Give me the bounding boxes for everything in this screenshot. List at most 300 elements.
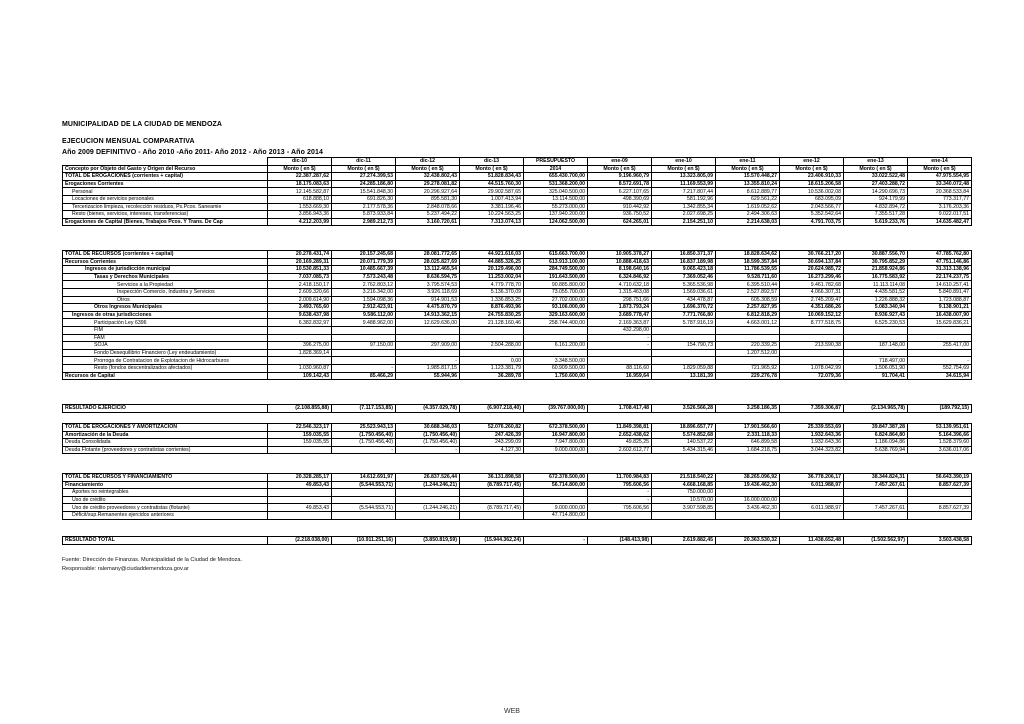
value-cell [396,349,460,357]
table-row [63,180,972,188]
value-cell: 213.590,38 [780,342,844,350]
value-cell [268,489,332,497]
row-label: FAM [63,334,268,342]
value-cell: (4.357.029,78) [396,405,460,413]
table-row [63,357,972,365]
value-cell: 5.638.769,94 [844,446,908,454]
table-row [63,431,972,439]
table-row [63,319,972,327]
unit-header-row [63,165,972,173]
value-cell: 20.157.245,68 [332,251,396,259]
value-cell: 396.275,00 [268,342,332,350]
value-cell: 53.139.951,61 [908,424,972,432]
value-cell: 11.786.539,55 [716,266,780,274]
value-cell [908,496,972,504]
unit-header: Monto ( en $) [588,165,652,173]
value-cell: 1.750.600,00 [524,372,588,380]
value-cell: 60.909.500,00 [524,364,588,372]
value-cell: 44.515.760,30 [460,180,524,188]
value-cell [652,334,716,342]
value-cell: 10.536.002,08 [780,188,844,196]
table-row [63,405,972,413]
value-cell: 3.526.566,28 [652,405,716,413]
unit-header: Monto ( en $) [332,165,396,173]
value-cell: - [396,446,460,454]
value-cell: 36.778.206,17 [780,474,844,482]
table-row [63,349,972,357]
value-cell: 220.339,25 [716,342,780,350]
value-cell: 5.083.340,94 [844,304,908,312]
value-cell: 47.751.146,86 [908,258,972,266]
value-cell: 284.749.500,00 [524,266,588,274]
value-cell: 13.323.805,09 [652,173,716,181]
column-header: ene-11 [716,158,780,166]
row-label: Recursos de Capital [63,372,268,380]
value-cell: 5.873.933,84 [332,211,396,219]
value-cell: 85.466,29 [332,372,396,380]
row-label: RESULTADO TOTAL [63,537,268,545]
row-label: Deuda Flotante (proveedores y contratistas corrientes) [63,446,268,454]
value-cell [716,511,780,519]
value-cell: 16.273.299,46 [780,273,844,281]
value-cell: 11.700.984,83 [588,474,652,482]
value-cell [652,357,716,365]
column-header: ene-14 [908,158,972,166]
value-cell: 3.258.186,35 [716,405,780,413]
value-cell: 646.899,58 [716,439,780,447]
unit-header: Monto ( en $) [780,165,844,173]
value-cell: 243.299,09 [460,439,524,447]
value-cell: (5.544.553,71) [332,481,396,489]
value-cell: 7.457.267,61 [844,504,908,512]
column-header: ene-12 [780,158,844,166]
table-section-resultado-total [62,536,972,545]
row-label: TOTAL DE EROGACIONES Y AMORTIZACION [63,424,268,432]
table-row [63,342,972,350]
value-cell: 15.541.848,30 [332,188,396,196]
value-cell: (2.108.855,88) [268,405,332,413]
value-cell: (2.134.965,78) [844,405,908,413]
value-cell: 187.148,00 [844,342,908,350]
value-cell: 49.853,43 [268,504,332,512]
value-cell: 2.619.882,45 [652,537,716,545]
row-label: Recursos Corrientes [63,258,268,266]
value-cell: 73.055.700,00 [524,288,588,296]
value-cell: 9.065.423,18 [652,266,716,274]
value-cell [268,446,332,454]
table-row [63,266,972,274]
table-row [63,326,972,334]
value-cell: 36.131.898,58 [460,474,524,482]
value-cell: 8.857.627,39 [908,481,972,489]
row-label: Deuda Consolidada [63,439,268,447]
value-cell: 4.832.894,72 [844,203,908,211]
column-header: PRESUPUESTO [524,158,588,166]
value-cell: 24.755.830,25 [460,311,524,319]
value-cell [460,334,524,342]
value-cell: 16.850.371,37 [652,251,716,259]
row-label: TOTAL DE RECURSOS (corrientes + capital) [63,251,268,259]
value-cell [908,511,972,519]
value-cell: 298.751,66 [588,296,652,304]
value-cell: 3.636.017,06 [908,446,972,454]
value-cell: 552.754,69 [908,364,972,372]
value-cell: 14.290.696,73 [844,188,908,196]
table-row [63,311,972,319]
value-cell: 140.537,22 [652,439,716,447]
value-cell: 154.790,73 [652,342,716,350]
value-cell [780,334,844,342]
table-row [63,537,972,545]
value-cell [396,511,460,519]
page-title: MUNICIPALIDAD DE LA CIUDAD DE MENDOZA [62,121,223,128]
value-cell [332,357,396,365]
value-cell: 6.011.988,97 [780,481,844,489]
value-cell: 7.369.052,46 [652,273,716,281]
value-cell: 2.609.320,66 [268,288,332,296]
value-cell [908,334,972,342]
value-cell: 25.523.943,13 [332,424,396,432]
page-label-web: WEB [504,708,520,715]
value-cell: 1.186.094,86 [844,439,908,447]
value-cell: 3.926.118,69 [396,288,460,296]
value-cell: 56.714.800,00 [524,481,588,489]
value-cell: 750.000,00 [652,489,716,497]
value-cell [460,489,524,497]
row-label: RESULTADO EJERCICIO [63,405,268,413]
value-cell: 3.689.778,47 [588,311,652,319]
table-row [63,504,972,512]
column-header: ene-10 [652,158,716,166]
value-cell: 936.750,52 [588,211,652,219]
value-cell: - [588,342,652,350]
value-cell: 581.192,96 [652,195,716,203]
value-cell: (1.244.246,21) [396,504,460,512]
column-header: dic-12 [396,158,460,166]
row-label: Personal [63,188,268,196]
value-cell: 498.390,69 [588,195,652,203]
value-cell: (6.907.218,40) [460,405,524,413]
value-cell: 4.663.001,12 [716,319,780,327]
value-cell [268,496,332,504]
value-cell: 29.902.587,65 [460,188,524,196]
value-cell: 6.161.200,00 [524,342,588,350]
value-cell [332,349,396,357]
value-cell: 795.606,56 [588,504,652,512]
value-cell: 1.342.855,34 [652,203,716,211]
table-row [63,218,972,226]
row-label: Aportes no reintegrables [63,489,268,497]
value-cell: (2.218.038,00) [268,537,332,545]
value-cell [716,326,780,334]
table-section-recursos-financiamiento [62,473,972,520]
value-cell: 5.352.542,64 [780,211,844,219]
value-cell: 14.612.691,97 [332,474,396,482]
concept-column-header: Concepto por Objeto del Gasto y Origen del Recurso [63,165,268,173]
value-cell [460,496,524,504]
value-cell: 1.007.413,94 [460,195,524,203]
value-cell: 20.296.927,64 [396,188,460,196]
value-cell: 28.081.772,65 [396,251,460,259]
value-cell [844,349,908,357]
value-cell: 1.828.369,14 [268,349,332,357]
value-cell: (39.767.000,00) [524,405,588,413]
value-cell: 8.777.518,75 [780,319,844,327]
value-cell: 27.702.000,00 [524,296,588,304]
value-cell [332,326,396,334]
value-cell: 16.000.000,00 [716,496,780,504]
value-cell: 9.022.017,51 [908,211,972,219]
value-cell: 7.573.243,48 [332,273,396,281]
value-cell: 1.932.643,36 [780,439,844,447]
value-cell: 49.825,25 [588,439,652,447]
value-cell [588,349,652,357]
value-cell: 6.395.510,44 [716,281,780,289]
value-cell: 16.947.800,00 [524,431,588,439]
value-cell: 8.876.493,96 [460,304,524,312]
value-cell: 3.503.438,58 [908,537,972,545]
value-cell: 914.901,53 [396,296,460,304]
value-cell [268,326,332,334]
value-cell: 1.207.512,00 [716,349,780,357]
value-cell: 18.896.657,77 [652,424,716,432]
value-cell: 24.285.186,80 [332,180,396,188]
value-cell: 3.907.598,85 [652,504,716,512]
value-cell [332,511,396,519]
value-cell: 27.274.399,53 [332,173,396,181]
value-cell: 624.265,01 [588,218,652,226]
value-cell: 11.113.114,08 [844,281,908,289]
value-cell: 691.826,30 [332,195,396,203]
row-label: SOJA [63,342,268,350]
value-cell [844,511,908,519]
value-cell: 7.037.085,73 [268,273,332,281]
value-cell: 7.947.800,00 [524,439,588,447]
value-cell: 613.913.100,00 [524,258,588,266]
value-cell: 1.829.059,88 [652,364,716,372]
footer-responsible: Responsable: ralemany@ciudaddemendoza.gov.ar [62,566,189,572]
value-cell: 29.278.081,82 [396,180,460,188]
value-cell: 1.506.051,90 [844,364,908,372]
table-row [63,439,972,447]
value-cell: 10.570,00 [652,496,716,504]
value-cell: 33.022.522,48 [844,173,908,181]
value-cell: 11.849.398,81 [588,424,652,432]
value-cell: 124.062.500,00 [524,218,588,226]
value-cell: 16.959,64 [588,372,652,380]
value-cell: 30.688.346,03 [396,424,460,432]
row-label: FIM [63,326,268,334]
value-cell: 22.546.323,17 [268,424,332,432]
table-row [63,288,972,296]
value-cell: 8.636.594,75 [396,273,460,281]
value-cell: 1.553.669,30 [268,203,332,211]
table-row [63,446,972,454]
value-cell: 1.315.463,08 [588,288,652,296]
value-cell: 1.030.960,87 [268,364,332,372]
value-cell: 44.921.616,03 [460,251,524,259]
table-row [63,364,972,372]
value-cell: 7.355.517,28 [844,211,908,219]
value-cell: - [332,364,396,372]
value-cell: 47.714.800,00 [524,511,588,519]
value-cell: - [332,446,396,454]
value-cell: 39.847.387,28 [844,424,908,432]
value-cell: 1.932.643,36 [780,431,844,439]
value-cell: 20.278.431,74 [268,251,332,259]
value-cell: 258.744.400,00 [524,319,588,327]
table-row [63,489,972,497]
value-cell [268,511,332,519]
value-cell: 34.615,94 [908,372,972,380]
value-cell: 16.837.189,98 [652,258,716,266]
value-cell: 159.035,55 [268,439,332,447]
value-cell: 4.066.307,31 [780,288,844,296]
table-row [63,481,972,489]
row-label: Participación Ley 6396 [63,319,268,327]
row-label: Financiamiento [63,481,268,489]
value-cell [908,349,972,357]
value-cell: 4.779.778,70 [460,281,524,289]
value-cell: 605.308,59 [716,296,780,304]
row-label: Ingresos de otras jurisdicciones [63,311,268,319]
value-cell: 4.668.168,85 [652,481,716,489]
table-row [63,281,972,289]
value-cell: 4.127,30 [460,446,524,454]
value-cell: 3.216.342,00 [332,288,396,296]
value-cell: 88.116,60 [588,364,652,372]
value-cell: 13.355.810,24 [716,180,780,188]
value-cell: 23.406.910,33 [780,173,844,181]
value-cell: 7.217.807,44 [652,188,716,196]
table-row [63,273,972,281]
value-cell: 924.179,99 [844,195,908,203]
value-cell: 2.027.698,25 [652,211,716,219]
value-cell: 2.652.438,62 [588,431,652,439]
value-cell: 9.586.112,00 [332,311,396,319]
value-cell: 9.528.711,60 [716,273,780,281]
unit-header: Monto ( en $) [844,165,908,173]
value-cell: 33.340.072,48 [908,180,972,188]
value-cell [524,349,588,357]
value-cell: - [908,357,972,365]
value-cell [844,326,908,334]
value-cell [652,349,716,357]
value-cell: (189.792,15) [908,405,972,413]
value-cell: 11.253.002,04 [460,273,524,281]
value-cell: 10.485.667,39 [332,266,396,274]
value-cell: 15.570.448,27 [716,173,780,181]
value-cell: 55.944,96 [396,372,460,380]
value-cell: 17.901.566,60 [716,424,780,432]
value-cell: 11.438.652,48 [780,537,844,545]
value-cell: 20.129.496,00 [460,266,524,274]
value-cell: 32.438.802,43 [396,173,460,181]
value-cell: 895.581,30 [396,195,460,203]
row-label: Déficit/sup.Remanentes ejercidos anteriores [63,511,268,519]
value-cell: 6.011.988,97 [780,504,844,512]
value-cell: 30.795.852,29 [844,258,908,266]
column-header: ene-13 [844,158,908,166]
value-cell [844,334,908,342]
value-cell [524,489,588,497]
value-cell: 655.430.700,00 [524,173,588,181]
value-cell: 10.905.378,27 [588,251,652,259]
value-cell: 3.795.574,53 [396,281,460,289]
value-cell: 11.169.553,99 [652,180,716,188]
value-cell: 22.387.287,62 [268,173,332,181]
value-cell: 21.128.160,46 [460,319,524,327]
value-cell: 618.888,10 [268,195,332,203]
unit-header: Monto ( en $) [268,165,332,173]
value-cell: 7.771.766,80 [652,311,716,319]
value-cell: 7.457.267,61 [844,481,908,489]
value-cell: 1.619.052,62 [716,203,780,211]
footer-source: Fuente: Dirección de Finanzas. Municipalidad de la Ciudad de Mendoza. [62,557,243,563]
value-cell: 21.518.540,22 [652,474,716,482]
value-cell [396,489,460,497]
value-cell: 10.888.418,63 [588,258,652,266]
value-cell [332,496,396,504]
table-section-resultado-ejercicio [62,404,972,413]
value-cell: 10.530.851,33 [268,266,332,274]
table-row [63,211,972,219]
period-header-row [63,158,972,166]
value-cell: 3.176.203,36 [908,203,972,211]
value-cell: 8.612.889,77 [716,188,780,196]
value-cell: 30.694.137,84 [780,258,844,266]
value-cell: 9.488.962,00 [332,319,396,327]
value-cell: 5.619.233,76 [844,218,908,226]
table-row [63,511,972,519]
value-cell: 137.940.200,00 [524,211,588,219]
value-cell [460,511,524,519]
value-cell: 3.381.196,46 [460,203,524,211]
value-cell [780,511,844,519]
unit-header: 2014 [524,165,588,173]
value-cell: 5.365.536,98 [652,281,716,289]
value-cell [268,357,332,365]
unit-header: Monto ( en $) [652,165,716,173]
row-label: Tasas y Derechos Municipales [63,273,268,281]
table-row [63,195,972,203]
value-cell: 2.214.638,03 [716,218,780,226]
value-cell: 7.313.074,13 [460,218,524,226]
value-cell: 13.114.500,00 [524,195,588,203]
value-cell: 91.704,41 [844,372,908,380]
table-row [63,258,972,266]
value-cell: 9.138.901,21 [908,304,972,312]
row-label: Inspección Comercio, Industria y Servicios [63,288,268,296]
value-cell: 795.606,56 [588,481,652,489]
report-subtitle: EJECUCION MENSUAL COMPARATIVA [62,138,195,145]
column-header: dic-13 [460,158,524,166]
value-cell: 3.856.943,36 [268,211,332,219]
value-cell: 14.610.257,41 [908,281,972,289]
value-cell: 26.837.526,44 [396,474,460,482]
row-label: Ingresos de jurisdicción municipal [63,266,268,274]
value-cell: 0,00 [460,357,524,365]
value-cell: 5.237.494,22 [396,211,460,219]
value-cell: 19.436.462,30 [716,481,780,489]
value-cell: 13.181,39 [652,372,716,380]
value-cell: 672.378.500,00 [524,424,588,432]
value-cell: 8.198.640,16 [588,266,652,274]
value-cell: 13.112.465,54 [396,266,460,274]
value-cell: 3.436.462,30 [716,504,780,512]
table-row [63,496,972,504]
value-cell: 16.775.583,92 [844,273,908,281]
